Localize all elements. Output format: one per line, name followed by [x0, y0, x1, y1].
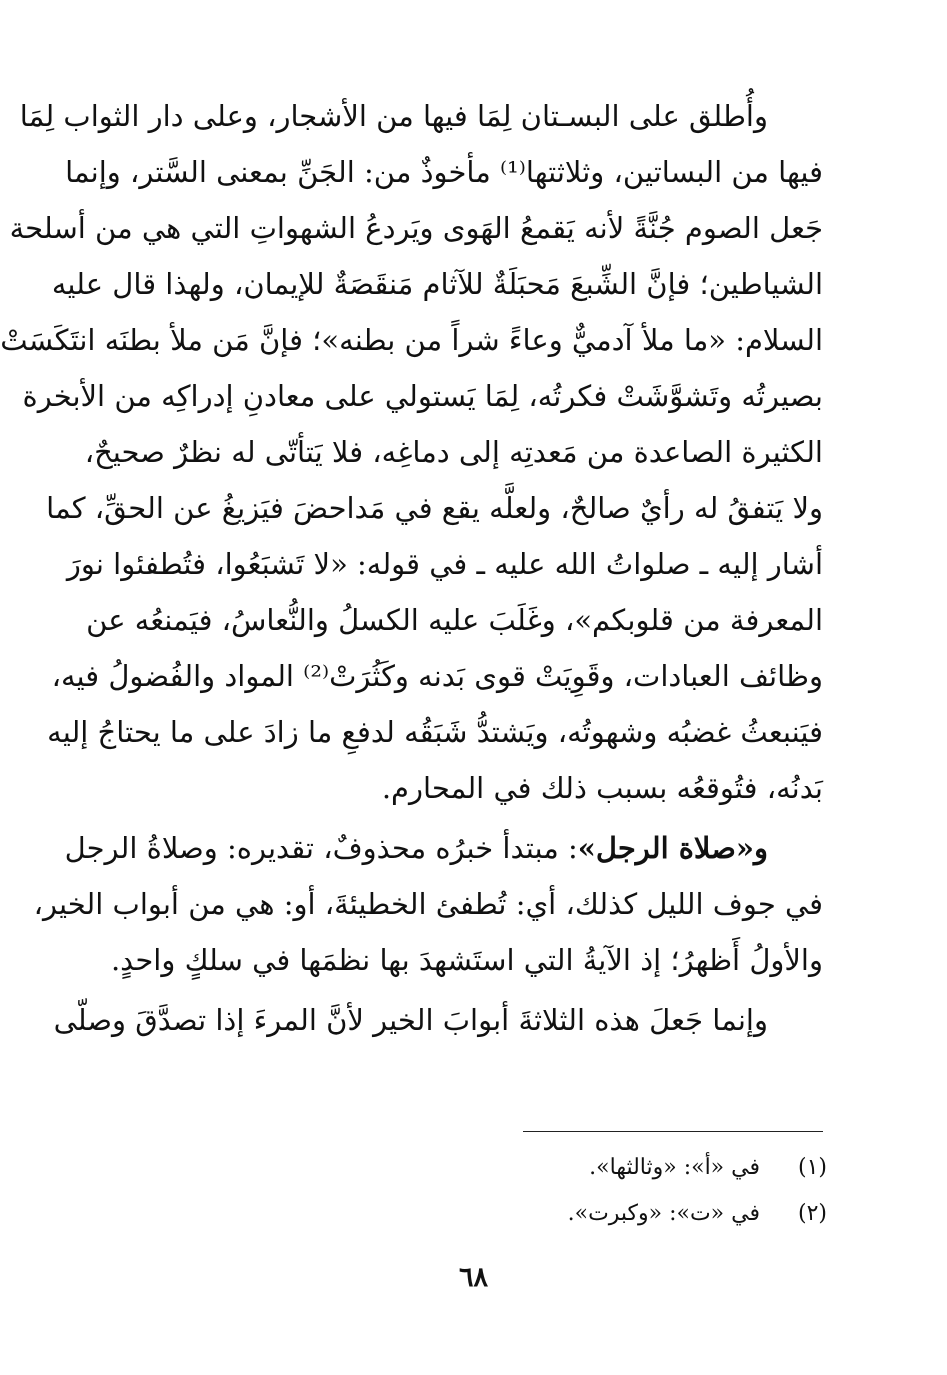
- text-line: جَعل الصوم جُنَّةً لأنه يَقمعُ الهَوى ويَردعُ الشهواتِ التي هي من أسلحة: [9, 211, 823, 245]
- footnote-divider: [523, 1131, 823, 1132]
- text-line: المعرفة من قلوبكم»، وغَلَبَ عليه الكسلُ والنُّعاسُ، فيَمنعُه عن: [86, 603, 823, 637]
- page-number: ٦٨: [458, 1262, 488, 1293]
- text-line: في جوف الليل كذلك، أي: تُطفئ الخطيئةَ، أو: هي من أبواب الخير،: [33, 887, 823, 921]
- text-line: الكثيرة الصاعدة من مَعدتِه إلى دماغِه، فلا يَتأتّى له نظرٌ صحيحٌ،: [84, 435, 823, 469]
- text-line: الشياطين؛ فإنَّ الشِّبعَ مَحبَلَةٌ للآثام مَنقَصَةٌ للإيمان، ولهذا قال عليه: [51, 267, 823, 301]
- main-text: [0, 88, 823, 1048]
- footnote-number: (١): [797, 1155, 827, 1180]
- bold-term: و«صلاة الرجل»: [577, 831, 768, 865]
- text-line: فيها من البساتين، وثلاثتها⁽¹⁾ مأخوذٌ من: الجَنِّ بمعنى السَّتر، وإنما: [65, 155, 823, 189]
- text-line: بَدنُه، فتُوقعُه بسبب ذلك في المحارم.: [381, 771, 823, 805]
- text-line: بصيرتُه وتَشوَّشَتْ فكرتُه، لِمَا يَستولي على معادنِ إدراكِه من الأبخرة: [22, 379, 823, 413]
- text-line: فيَنبعثُ غضبُه وشهوتُه، ويَشتدُّ شَبَقُه لدفعِ ما زادَ على ما يحتاجُ إليه: [47, 715, 823, 749]
- text-span: : مبتدأ خبرُه محذوفٌ، تقديره: وصلاةُ الرجل: [64, 831, 578, 865]
- text-line: ولا يَتفقُ له رأيٌ صالحٌ، ولعلَّه يقع في مَداحضَ فيَزيغُ عن الحقِّ، كما: [46, 491, 823, 525]
- text-line: وإنما جَعلَ هذه الثلاثةَ أبوابَ الخير لأنَّ المرءَ إذا تصدَّقَ وصلّى: [53, 1003, 768, 1037]
- text-line: السلام: «ما ملأ آدميٌّ وعاءً شراً من بطنه»؛ فإنَّ مَن ملأ بطنَه انتَكَسَتْ: [0, 323, 823, 357]
- footnote-text: في «أ»: «وثالثها».: [589, 1155, 760, 1180]
- text-line: وظائف العبادات، وقَوِيَتْ قوى بَدنه وكَثُرَتْ⁽²⁾ المواد والفُضولُ فيه،: [51, 659, 823, 693]
- text-line: والأولُ أَظهرُ؛ إذ الآيةُ التي استَشهدَ بها نظمَها في سلكٍ واحدٍ.: [110, 943, 823, 977]
- footnotes: [227, 1145, 827, 1237]
- text-line: أشار إليه ـ صلواتُ الله عليه ـ في قوله: «لا تَشبَعُوا، فتُطفئوا نورَ: [66, 547, 823, 581]
- footnote: [227, 1145, 827, 1191]
- footnote: [227, 1191, 827, 1237]
- text-line: [64, 820, 823, 876]
- footnote-number: (٢): [797, 1201, 827, 1226]
- text-line: وأُطلق على البسـتان لِمَا فيها من الأشجار، وعلى دار الثواب لِمَا: [19, 99, 768, 133]
- footnote-text: في «ت»: «وكبرت».: [567, 1201, 760, 1226]
